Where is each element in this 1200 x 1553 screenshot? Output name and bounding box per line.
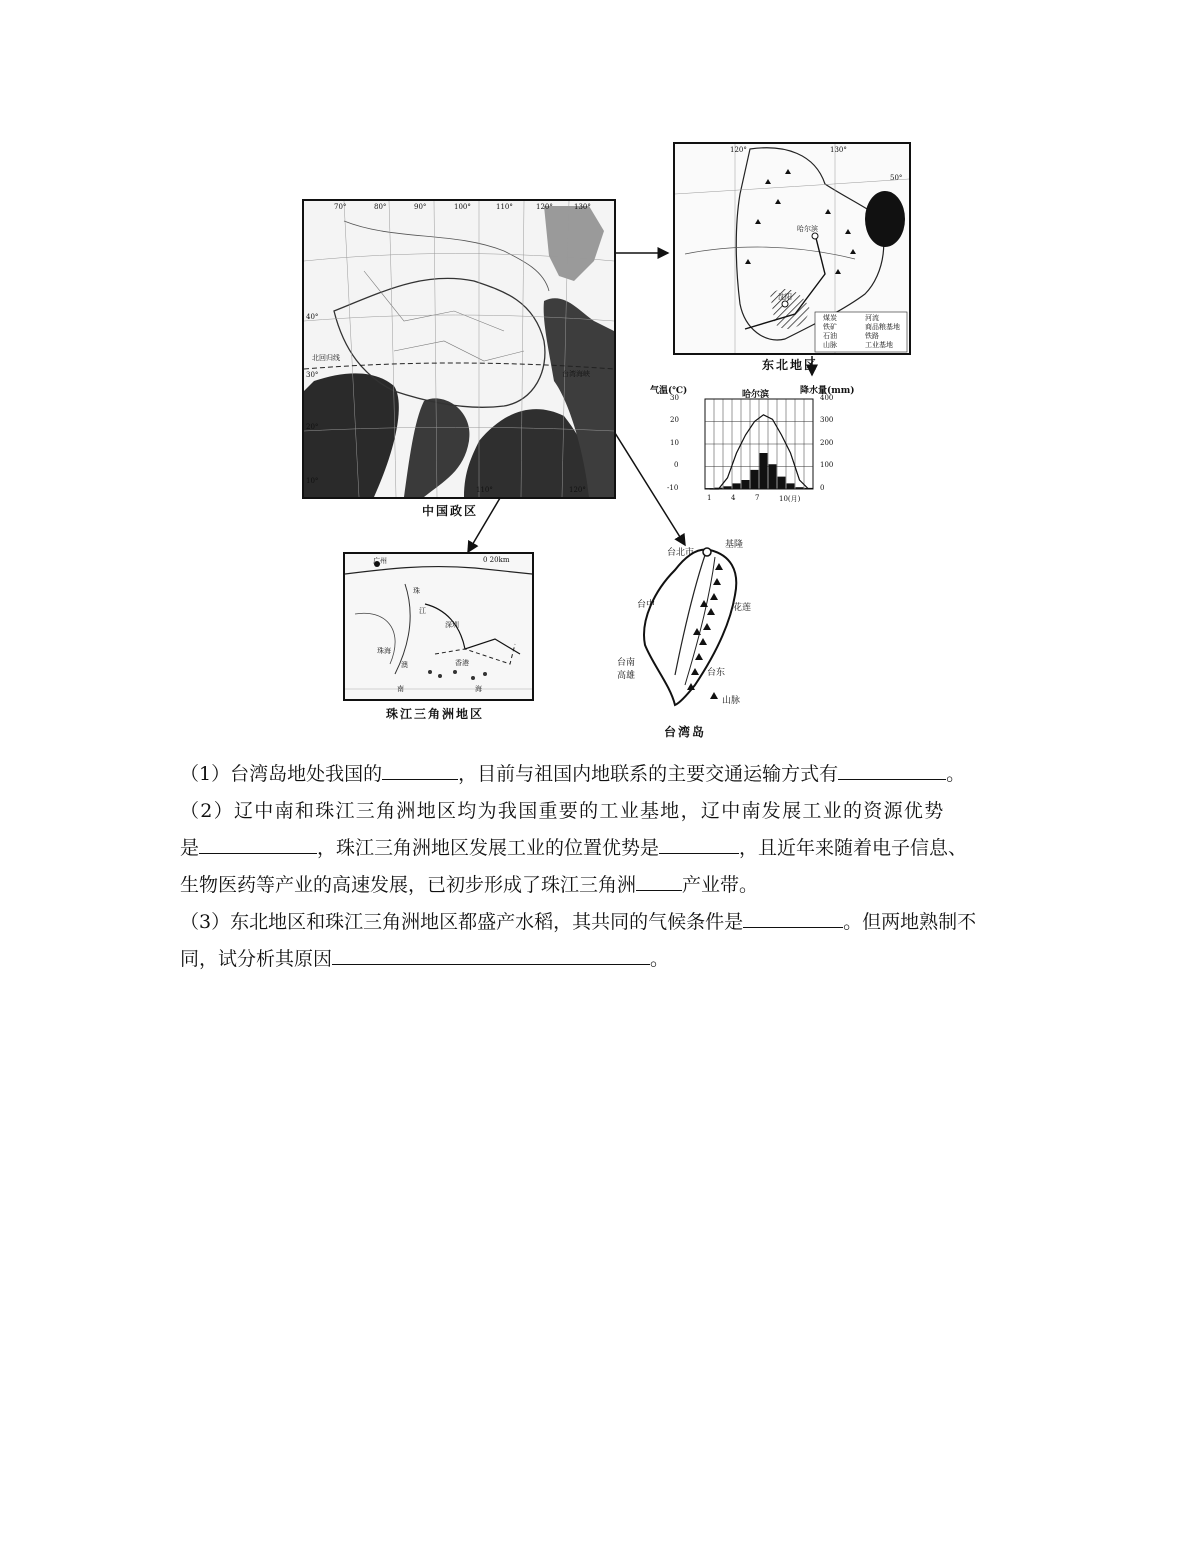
china-map <box>302 199 616 499</box>
ne-legend-7: 铁路 <box>865 332 879 340</box>
prd-scale-label: 0 20km <box>483 556 510 564</box>
ne-shenyang-label: 沈阳 <box>778 293 792 301</box>
taiwan-city-kaohsiung: 高雄 <box>617 671 636 681</box>
q2-text-6: 产业带。 <box>682 874 759 896</box>
prd-sea-label-1: 南 <box>397 685 404 693</box>
ne-legend-3: 石油 <box>823 332 837 340</box>
climate-grid <box>705 399 813 489</box>
q1-text-2: ，目前与祖国内地联系的主要交通运输方式有 <box>458 763 839 785</box>
ne-harbin-label: 哈尔滨 <box>797 225 818 233</box>
climate-precip-bar <box>787 483 795 489</box>
question-block <box>180 756 1030 978</box>
q3-blank-2[interactable] <box>332 944 650 965</box>
ne-lat-label: 50° <box>890 174 903 182</box>
ne-legend-8: 工业基地 <box>865 341 893 349</box>
question-2-line-3 <box>180 867 1030 904</box>
china-bottom-lon-2: 120° <box>569 486 586 494</box>
climate-left-axis-title: 气温(℃) <box>650 386 688 396</box>
taiwan-city-tainan: 台南 <box>617 658 636 668</box>
climate-title: 哈尔滨 <box>742 390 770 400</box>
taiwan-city-taichung: 台中 <box>637 600 656 610</box>
climate-right-tick-1: 400 <box>820 394 834 402</box>
taiwan-map-drawing <box>615 535 765 710</box>
prd-map-drawing <box>345 554 532 699</box>
question-3-line-2 <box>180 941 1030 978</box>
taiwan-map <box>615 535 765 710</box>
q3-text-1: （3）东北地区和珠江三角洲地区都盛产水稻，其共同的气候条件是 <box>180 911 744 933</box>
q1-blank-2[interactable] <box>838 759 946 780</box>
climate-precip-bar <box>733 483 741 489</box>
q1-text-1: （1）台湾岛地处我国的 <box>180 763 383 785</box>
ne-legend-1: 煤炭 <box>823 314 837 322</box>
q3-text-3: 同，试分析其原因 <box>180 948 333 970</box>
question-2-line-2 <box>180 830 1030 867</box>
taiwan-city-taipei: 台北市 <box>667 548 695 558</box>
climate-precip-bar <box>796 487 804 489</box>
china-lon-label-2: 80° <box>374 203 387 211</box>
ne-legend-6: 商品粮基地 <box>865 323 900 331</box>
climate-chart <box>650 383 860 508</box>
taiwan-city-taitung: 台东 <box>707 668 726 678</box>
prd-hongkong-label: 香港 <box>455 659 469 667</box>
climate-precip-bar <box>760 453 768 489</box>
china-map-drawing <box>304 201 614 497</box>
taiwan-city-keelung: 基隆 <box>725 540 744 550</box>
climate-precip-bar <box>778 477 786 489</box>
climate-left-tick-3: 10 <box>670 439 679 447</box>
china-map-caption: 中国政区 <box>421 504 478 518</box>
china-lon-label-3: 90° <box>414 203 427 211</box>
taiwan-map-caption: 台湾岛 <box>663 725 706 739</box>
map-figure <box>0 0 1200 750</box>
climate-precip-bar <box>742 480 750 489</box>
prd-river-label-1: 珠 <box>413 587 420 595</box>
prd-river-label-2: 江 <box>419 607 426 615</box>
china-lat-label-4: 10° <box>306 477 319 485</box>
q2-text-3: ，珠江三角洲地区发展工业的位置优势是 <box>317 837 660 859</box>
china-lon-label-1: 70° <box>334 203 347 211</box>
climate-x-tick-4: 10(月) <box>779 495 801 503</box>
q2-blank-3[interactable] <box>636 870 682 891</box>
q3-text-2: 。但两地熟制不 <box>843 911 977 933</box>
prd-map-caption: 珠江三角洲地区 <box>385 707 484 721</box>
northeast-map <box>673 142 911 355</box>
climate-x-tick-2: 4 <box>731 494 736 502</box>
question-3 <box>180 904 1030 941</box>
climate-right-tick-3: 200 <box>820 439 834 447</box>
prd-guangzhou-label: 广州 <box>373 557 387 565</box>
ne-lon-label-1: 120° <box>730 146 747 154</box>
ne-legend-4: 山脉 <box>823 341 837 349</box>
q2-blank-1[interactable] <box>199 833 317 854</box>
q1-text-3: 。 <box>946 763 966 785</box>
climate-right-tick-5: 0 <box>820 484 825 492</box>
q2-text-5: 生物医药等产业的高速发展，已初步形成了珠江三角洲 <box>180 874 637 896</box>
climate-left-tick-1: 30 <box>670 394 679 402</box>
climate-right-tick-4: 100 <box>820 461 834 469</box>
climate-x-tick-1: 1 <box>707 494 712 502</box>
taiwan-legend-mountain: 山脉 <box>722 696 741 706</box>
taiwan-city-hualien: 花莲 <box>733 603 752 613</box>
climate-right-tick-2: 300 <box>820 416 834 424</box>
q2-text-4: ，且近年来随着电子信息、 <box>739 837 968 859</box>
prd-shenzhen-label: 深圳 <box>445 621 459 629</box>
ne-legend-2: 铁矿 <box>823 323 837 331</box>
question-2 <box>180 793 1030 830</box>
q3-blank-1[interactable] <box>743 907 843 928</box>
china-lat-label-2: 30° <box>306 371 319 379</box>
ne-legend-5: 河流 <box>865 314 879 322</box>
china-lon-label-6: 120° <box>536 203 553 211</box>
q3-text-4: 。 <box>650 948 670 970</box>
climate-x-tick-3: 7 <box>755 494 760 502</box>
climate-precip-bar <box>751 470 759 489</box>
question-1 <box>180 756 1030 793</box>
china-lat-label-3: 20° <box>306 423 319 431</box>
climate-left-tick-2: 20 <box>670 416 679 424</box>
china-lat-label-1: 40° <box>306 313 319 321</box>
prd-macau-label: 澳 <box>401 661 408 669</box>
ne-lon-label-2: 130° <box>830 146 847 154</box>
china-bottom-lon-1: 110° <box>476 486 493 494</box>
climate-left-tick-4: 0 <box>674 461 679 469</box>
climate-precip-bar <box>769 464 777 489</box>
climate-right-axis-title: 降水量(mm) <box>800 386 855 396</box>
prd-zhuhai-label: 珠海 <box>377 647 391 655</box>
q2-text-2: 是 <box>180 837 200 859</box>
q1-blank-1[interactable] <box>382 759 458 780</box>
prd-map <box>343 552 534 701</box>
china-strait-label: 台湾海峡 <box>562 370 590 378</box>
prd-sea-label-2: 海 <box>475 685 482 693</box>
q2-text-1: （2）辽中南和珠江三角洲地区均为我国重要的工业基地，辽中南发展工业的资源优势 <box>180 800 945 822</box>
china-tropic-label: 北回归线 <box>312 354 340 362</box>
climate-left-tick-5: -10 <box>667 484 679 492</box>
northeast-map-caption: 东北地区 <box>761 358 818 372</box>
q2-blank-2[interactable] <box>659 833 739 854</box>
climate-precip-bar <box>724 486 732 489</box>
china-lon-label-7: 130° <box>574 203 591 211</box>
china-lon-label-4: 100° <box>454 203 471 211</box>
china-lon-label-5: 110° <box>496 203 513 211</box>
